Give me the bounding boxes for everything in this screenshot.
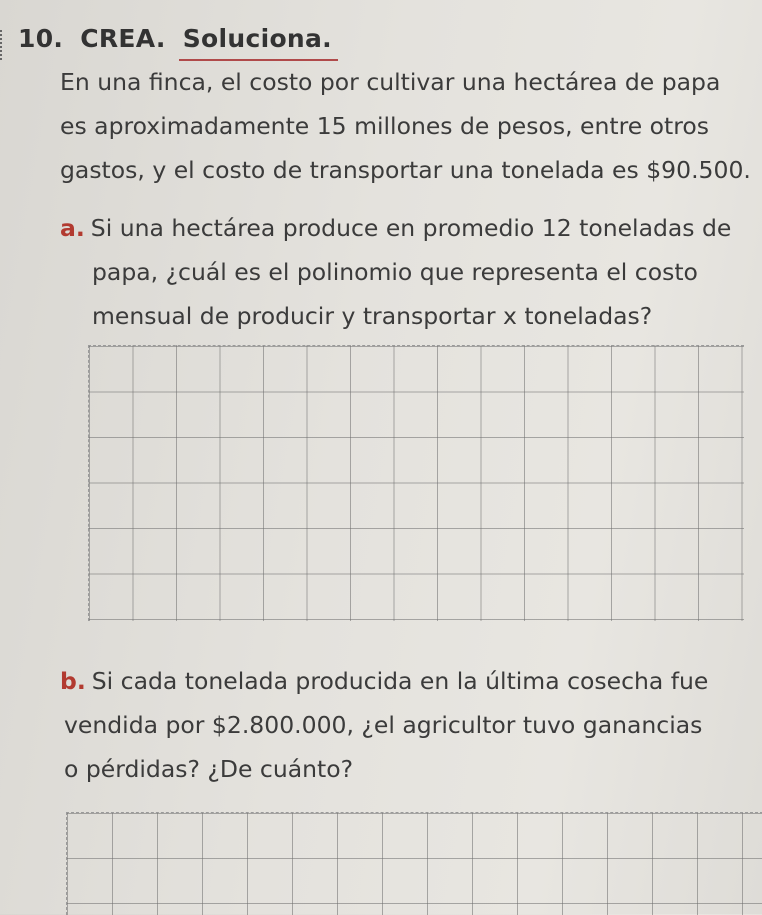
- intro-line: En una finca, el costo por cultivar una hectárea de papa: [60, 68, 721, 96]
- part-b-label: b.: [60, 667, 86, 695]
- part-b-question: [60, 659, 760, 791]
- exercise-instruction: Soluciona.: [182, 24, 332, 53]
- part-a-text: Si una hectárea produce en promedio 12 toneladas de: [90, 214, 732, 242]
- answer-grid-a[interactable]: [88, 345, 744, 621]
- exercise-header: [18, 24, 332, 53]
- part-b-line: o pérdidas? ¿De cuánto?: [64, 755, 354, 783]
- part-b-text: Si cada tonelada producida en la última cosecha fue: [91, 667, 709, 695]
- exercise-number: 10.: [18, 24, 64, 53]
- part-b-line: [60, 659, 760, 703]
- part-a-line: papa, ¿cuál es el polinomio que representa el costo: [92, 258, 698, 286]
- part-b-line: vendida por $2.800.000, ¿el agricultor tuvo ganancias: [64, 711, 703, 739]
- intro-line: gastos, y el costo de transportar una tonelada es $90.500.: [60, 156, 751, 184]
- intro-line: es aproximadamente 15 millones de pesos, entre otros: [60, 112, 710, 140]
- answer-grid-b[interactable]: [66, 812, 762, 915]
- exercise-tag: CREA.: [80, 24, 166, 53]
- part-a-line: [60, 206, 760, 250]
- part-a-label: a.: [60, 214, 85, 242]
- binding-dots: [0, 30, 6, 60]
- part-a-line: mensual de producir y transportar x toneladas?: [92, 302, 653, 330]
- part-a-question: [60, 206, 760, 338]
- intro-paragraph: [60, 60, 760, 192]
